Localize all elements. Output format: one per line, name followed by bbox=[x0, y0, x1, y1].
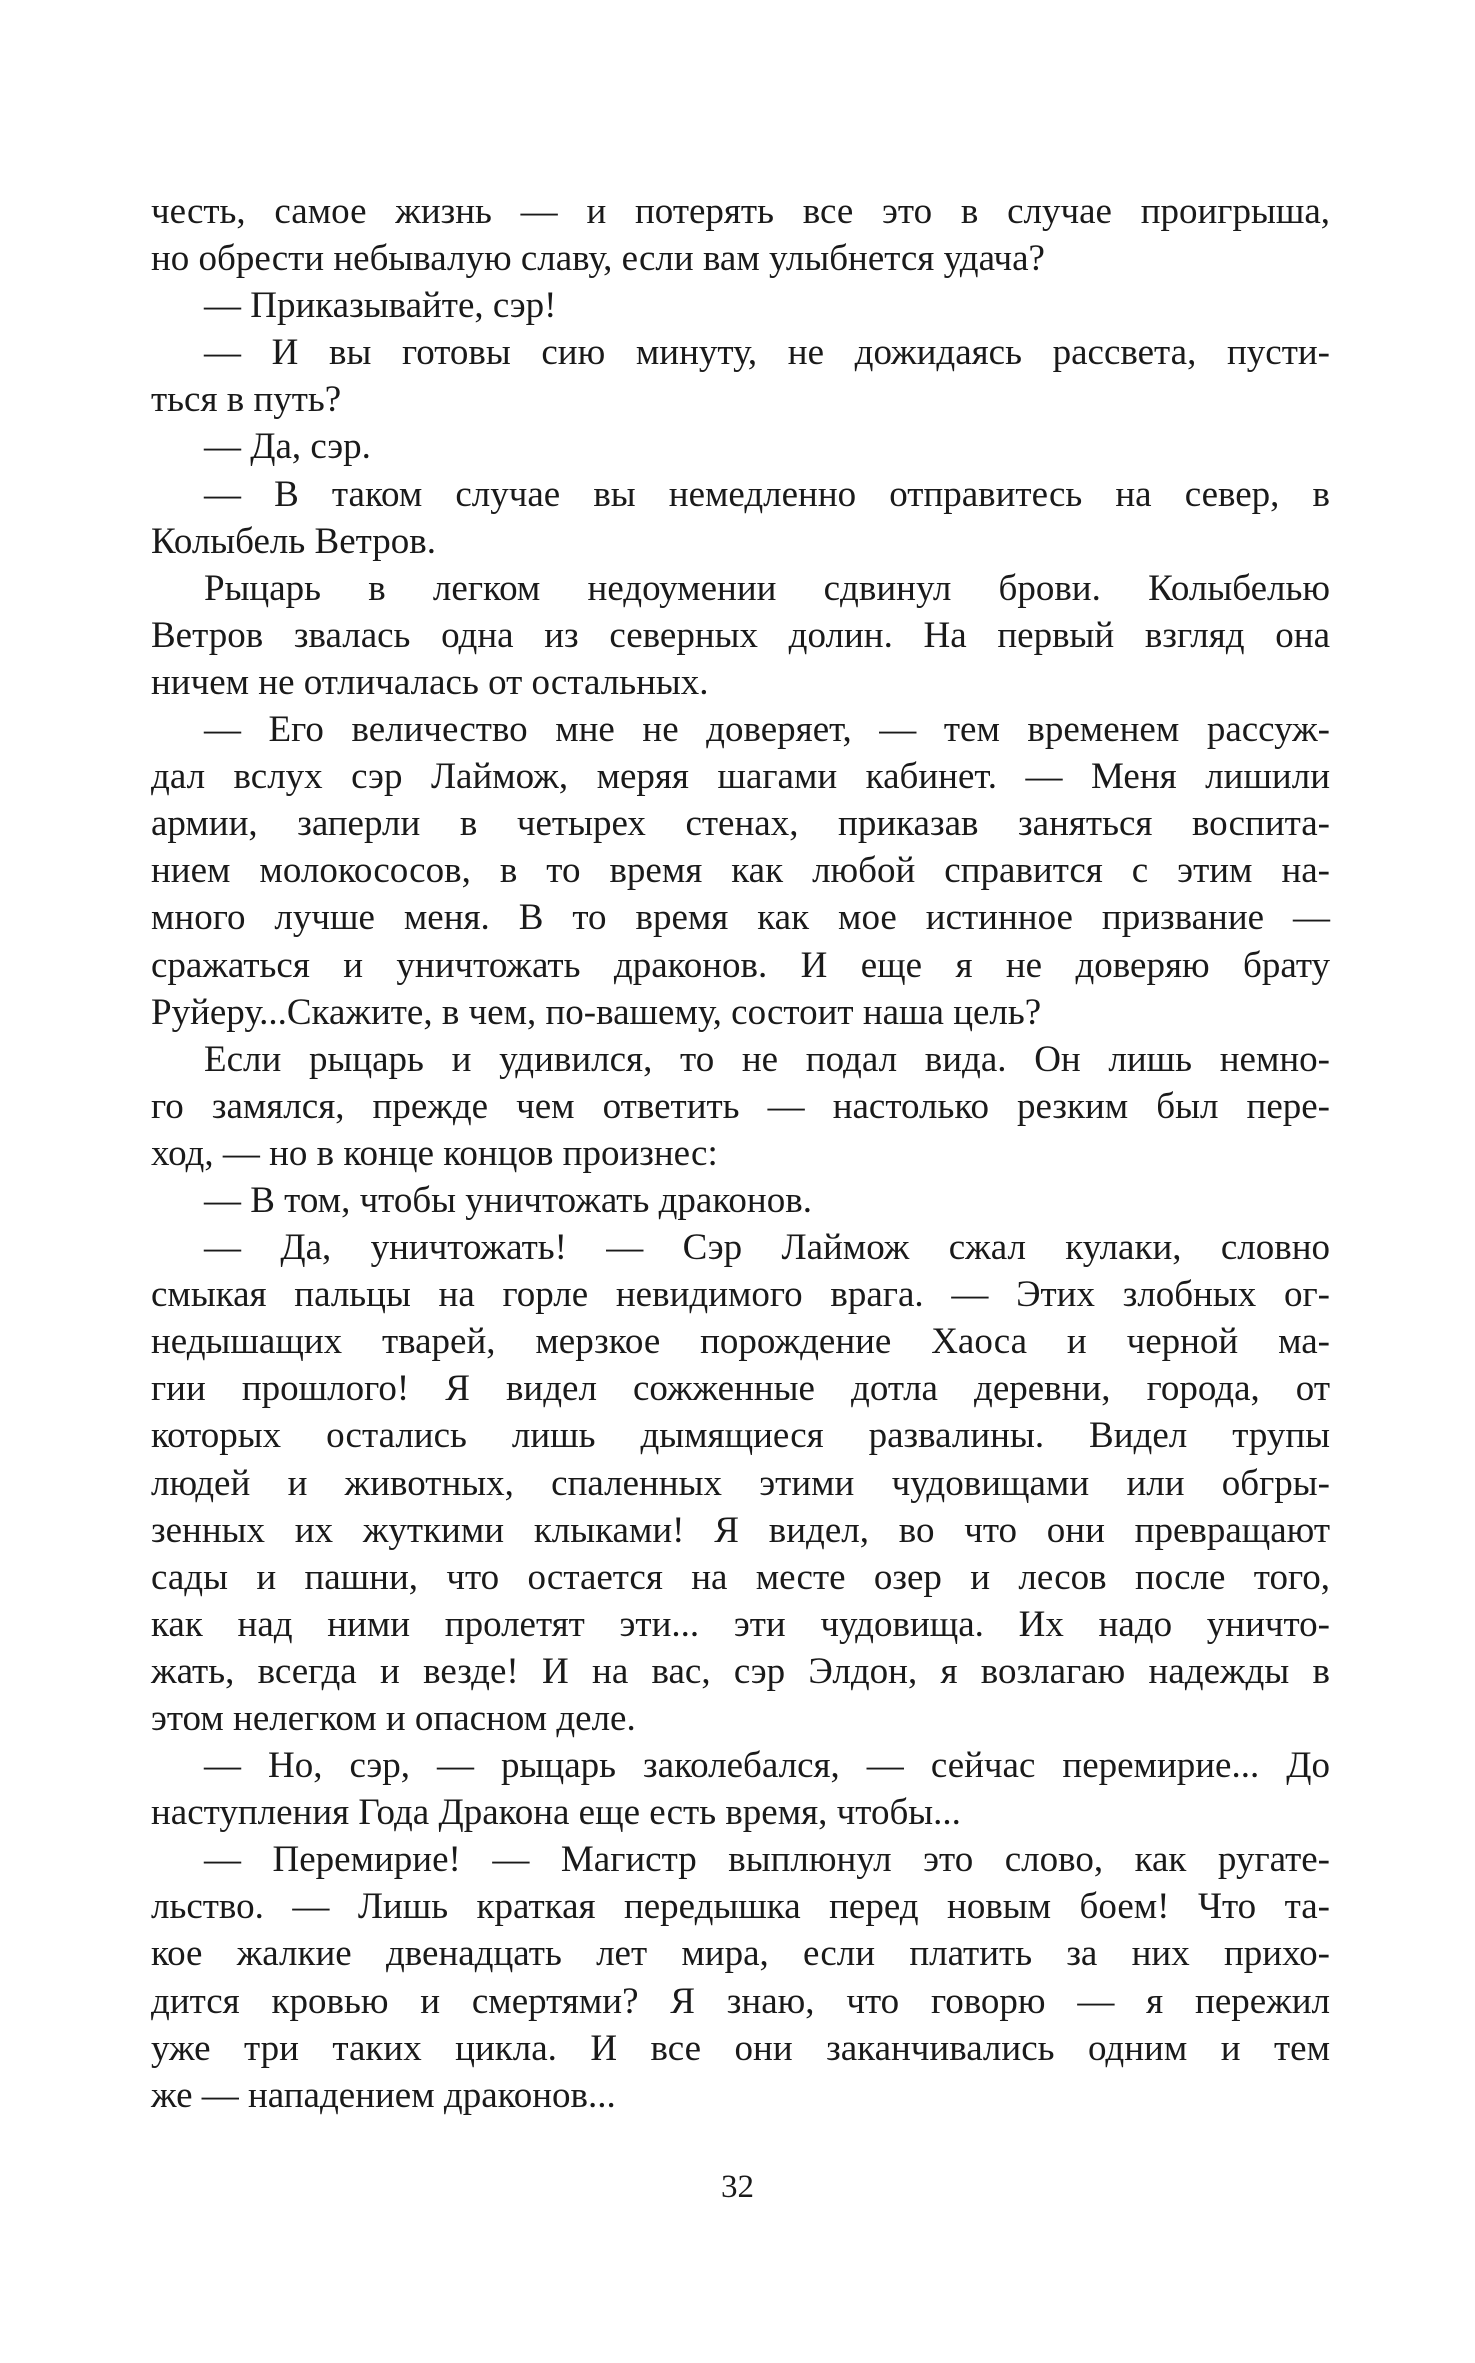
text-line: — Но, сэр, — рыцарь заколебался, — сейчас перемирие... До bbox=[204, 1745, 1330, 1787]
text-line: — Да, уничтожать! — Сэр Лаймож сжал кулаки, словно bbox=[204, 1227, 1330, 1269]
text-line: армии, заперли в четырех стенах, приказав заняться воспита- bbox=[151, 803, 1330, 845]
text-line: — Приказывайте, сэр! bbox=[204, 285, 557, 327]
text-line: сражаться и уничтожать драконов. И еще я не доверяю брату bbox=[151, 944, 1330, 986]
text-line: кое жалкие двенадцать лет мира, если платить за них прихо- bbox=[151, 1933, 1330, 1975]
text-line: гии прошлого! Я видел сожженные дотла деревни, города, от bbox=[151, 1368, 1330, 1410]
text-line: Колыбель Ветров. bbox=[151, 520, 436, 562]
page-number: 32 bbox=[721, 2169, 754, 2205]
text-line: наступления Года Дракона еще есть время, чтобы... bbox=[151, 1792, 961, 1834]
text-line: же — нападением драконов... bbox=[151, 2074, 616, 2116]
text-line: Если рыцарь и удивился, то не подал вида. Он лишь немно- bbox=[204, 1038, 1330, 1080]
text-line: дится кровью и смертями? Я знаю, что говорю — я пережил bbox=[151, 1980, 1330, 2022]
text-line: — В таком случае вы немедленно отправитесь на север, в bbox=[204, 473, 1330, 515]
text-line: льство. — Лишь краткая передышка перед новым боем! Что та- bbox=[151, 1886, 1330, 1928]
text-line: ться в путь? bbox=[151, 379, 342, 421]
text-line: Руйеру...Скажите, в чем, по-вашему, состоит наша цель? bbox=[151, 991, 1042, 1033]
text-line: людей и животных, спаленных этими чудовищами или обгры- bbox=[151, 1462, 1330, 1504]
text-line: сады и пашни, что остается на месте озер и лесов после того, bbox=[151, 1556, 1330, 1598]
text-line: как над ними пролетят эти... эти чудовища. Их надо уничто- bbox=[151, 1603, 1330, 1645]
text-line: Рыцарь в легком недоумении сдвинул брови. Колыбелью bbox=[204, 567, 1330, 609]
text-line: Ветров звалась одна из северных долин. На первый взгляд она bbox=[151, 614, 1330, 656]
text-line: — Да, сэр. bbox=[204, 426, 371, 468]
text-line: этом нелегком и опасном деле. bbox=[151, 1698, 636, 1739]
text-line: уже три таких цикла. И все они заканчивались одним и тем bbox=[151, 2027, 1330, 2069]
text-line: ничем не отличалась от остальных. bbox=[151, 661, 709, 703]
text-line: нием молокососов, в то время как любой справится с этим на- bbox=[151, 850, 1330, 892]
text-line: зенных их жуткими клыками! Я видел, во что они превращают bbox=[151, 1509, 1330, 1551]
text-line: жать, всегда и везде! И на вас, сэр Элдон, я возлагаю надежды в bbox=[151, 1650, 1330, 1692]
text-line: — В том, чтобы уничтожать драконов. bbox=[204, 1179, 812, 1221]
text-line: — Перемирие! — Магистр выплюнул это слово, как ругате- bbox=[204, 1839, 1330, 1881]
text-line: ход, — но в конце концов произнес: bbox=[151, 1132, 718, 1174]
text-line: — И вы готовы сию минуту, не дожидаясь рассвета, пусти- bbox=[204, 332, 1330, 374]
text-line: смыкая пальцы на горле невидимого врага. — Этих злобных ог- bbox=[151, 1274, 1330, 1316]
text-line: дал вслух сэр Лаймож, меряя шагами кабинет. — Меня лишили bbox=[151, 756, 1330, 798]
text-line: честь, самое жизнь — и потерять все это в случае проигрыша, bbox=[151, 191, 1330, 232]
text-line: но обрести небывалую славу, если вам улыбнется удача? bbox=[151, 238, 1045, 280]
page-body bbox=[151, 188, 1330, 2119]
text-line: — Его величество мне не доверяет, — тем временем рассуж- bbox=[204, 709, 1330, 751]
text-line: которых остались лишь дымящиеся развалины. Видел трупы bbox=[151, 1415, 1330, 1457]
text-line: недышащих тварей, мерзкое порождение Хаоса и черной ма- bbox=[151, 1321, 1330, 1363]
text-line: го замялся, прежде чем ответить — настолько резким был пере- bbox=[151, 1085, 1330, 1127]
text-line: много лучше меня. В то время как мое истинное призвание — bbox=[151, 897, 1330, 939]
